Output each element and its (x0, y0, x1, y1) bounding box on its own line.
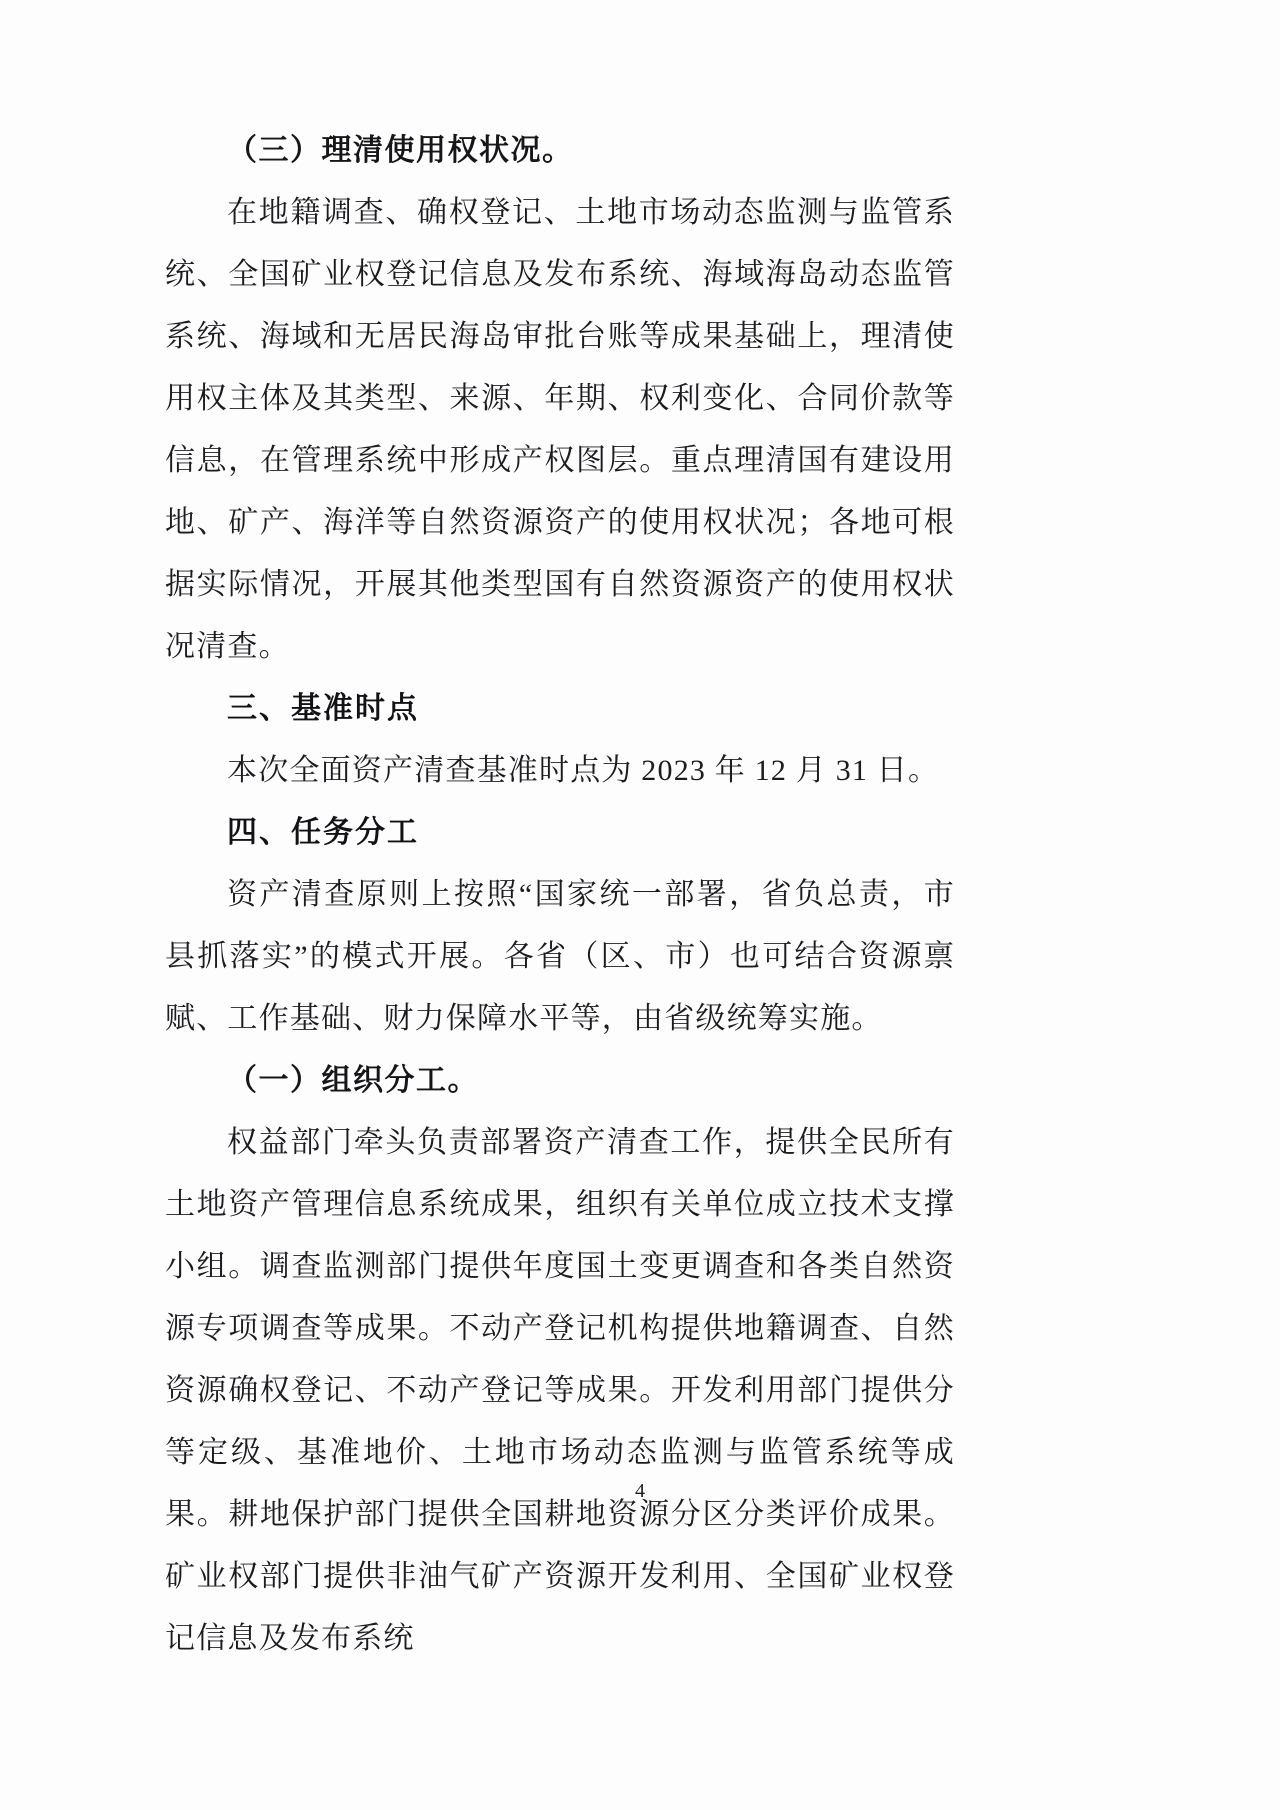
heading-organizational-division: （一）组织分工。 (227, 1063, 479, 1098)
paragraph-use-rights-status: 在地籍调查、确权登记、土地市场动态监测与监管系统、全国矿业权登记信息及发布系统、海域海岛动态监管系统、海域和无居民海岛审批台账等成果基础上，理清使用权主体及其类型、来源、年期、权利变化、合同价款等信息，在管理系统中形成产权图层。重点理清国有建设用地、矿产、海洋等自然资源资产的使用权状况；各地可根据实际情况，开展其他类型国有自然资源资产的使用权状况清查。 (165, 196, 955, 663)
heading-task-division: 四、任务分工 (227, 815, 419, 850)
heading-section-three-part-three: （三）理清使用权状况。 (227, 133, 574, 168)
page-number: 4 (635, 1480, 645, 1502)
document-body (165, 120, 955, 1670)
paragraph-baseline-date: 本次全面资产清查基准时点为 2023 年 12 月 31 日。 (227, 754, 940, 787)
paragraph-organizational-division: 权益部门牵头负责部署资产清查工作，提供全民所有土地资产管理信息系统成果，组织有关单位成立技术支撑小组。调查监测部门提供年度国土变更调查和各类自然资源专项调查等成果。不动产登记机构提供地籍调查、自然资源确权登记、不动产登记等成果。开发利用部门提供分等定级、基准地价、土地市场动态监测与监管系统等成果。耕地保护部门提供全国耕地资源分区分类评价成果。矿业权部门提供非油气矿产资源开发利用、全国矿业权登记信息及发布系统 (165, 1126, 955, 1655)
paragraph-task-division-overview: 资产清查原则上按照“国家统一部署，省负总责，市县抓落实”的模式开展。各省（区、市）也可结合资源禀赋、工作基础、财力保障水平等，由省级统筹实施。 (165, 878, 955, 1035)
heading-baseline-date: 三、基准时点 (227, 691, 419, 726)
